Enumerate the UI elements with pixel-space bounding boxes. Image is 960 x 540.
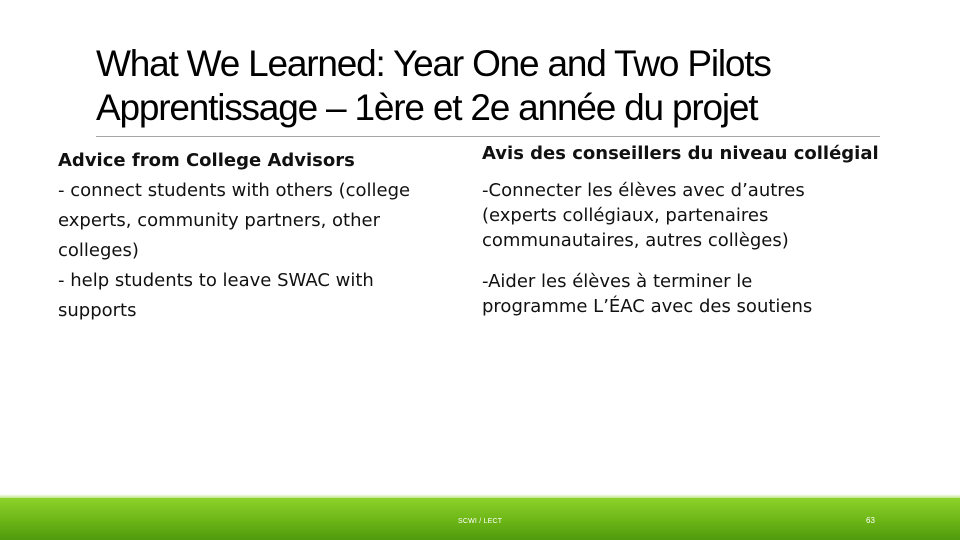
french-text-line: (experts collégiaux, partenaires [482, 205, 769, 226]
french-text-line: -Connecter les élèves avec d’autres [482, 180, 805, 201]
french-paragraph-connect [482, 178, 902, 253]
french-text-line: communautaires, autres collèges) [482, 230, 789, 251]
slide-title [96, 42, 896, 130]
footer-label: SCWI / LECT [458, 518, 503, 525]
french-content-column [482, 140, 902, 335]
english-heading: Advice from College Advisors [58, 150, 355, 171]
english-text-line: - connect students with others (college [58, 180, 411, 201]
french-heading: Avis des conseillers du niveau collégial [482, 143, 879, 164]
slide-title-english: What We Learned: Year One and Two Pilots [96, 43, 771, 84]
french-paragraph-help [482, 269, 902, 319]
title-divider [96, 136, 880, 137]
english-text-line: supports [58, 300, 137, 321]
english-content-column [58, 146, 450, 326]
english-text-line: colleges) [58, 240, 139, 261]
english-text-line: experts, community partners, other [58, 210, 380, 231]
french-text-line: -Aider les élèves à terminer le [482, 271, 753, 292]
french-text-line: programme L’ÉAC avec des soutiens [482, 296, 813, 317]
page-number: 63 [866, 516, 875, 525]
slide-title-french: Apprentissage – 1ère et 2e année du projet [96, 87, 758, 128]
english-text-line: - help students to leave SWAC with [58, 270, 374, 291]
